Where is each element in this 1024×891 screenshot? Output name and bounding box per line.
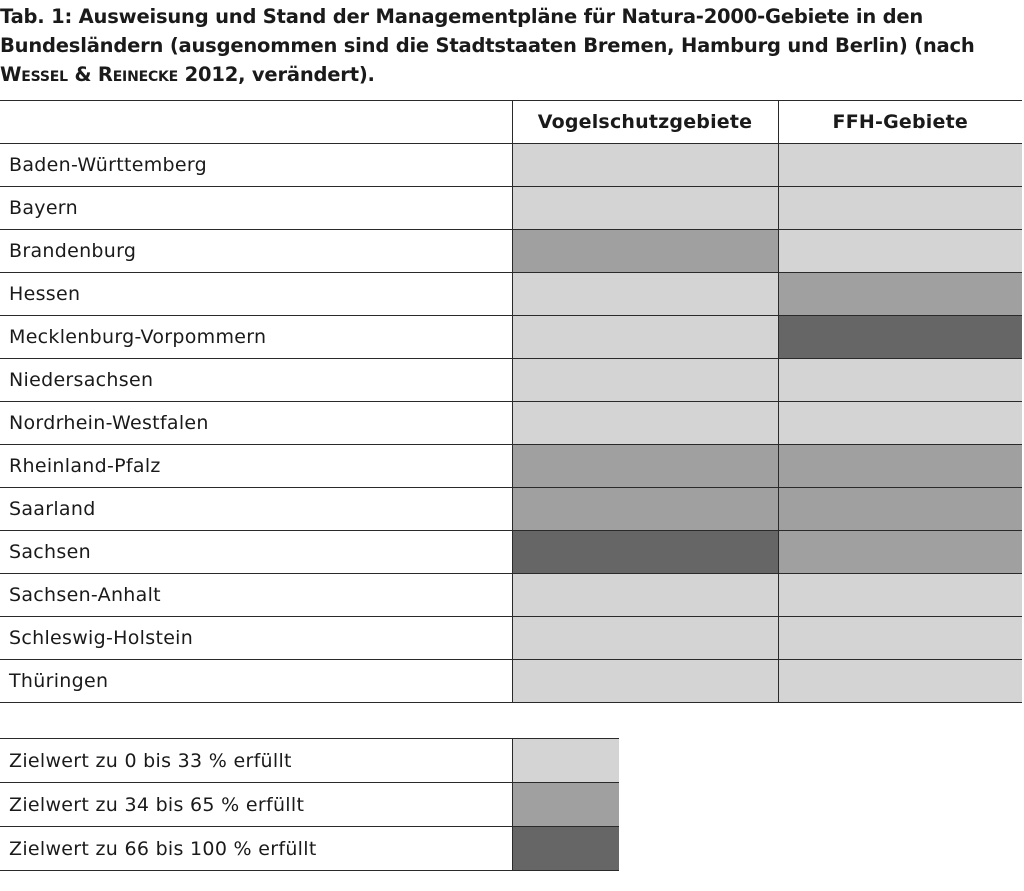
vogelschutz-status-cell <box>512 273 778 316</box>
state-name: Thüringen <box>0 660 512 703</box>
state-name: Hessen <box>0 273 512 316</box>
spacer-cell <box>512 703 778 720</box>
ffh-status-cell <box>778 144 1022 187</box>
vogelschutz-status-cell <box>512 660 778 703</box>
header-vogelschutzgebiete: Vogelschutzgebiete <box>512 101 778 144</box>
caption-authors: Wessel & Reinecke <box>0 63 179 86</box>
table-row <box>0 531 1022 574</box>
legend-table <box>0 738 619 871</box>
state-name: Niedersachsen <box>0 359 512 402</box>
legend-swatch <box>512 739 619 783</box>
vogelschutz-status-cell <box>512 187 778 230</box>
legend-label: Zielwert zu 66 bis 100 % erfüllt <box>0 827 512 871</box>
ffh-status-cell <box>778 617 1022 660</box>
state-name: Sachsen-Anhalt <box>0 574 512 617</box>
table-row <box>0 359 1022 402</box>
vogelschutz-status-cell <box>512 574 778 617</box>
ffh-status-cell <box>778 488 1022 531</box>
ffh-status-cell <box>778 230 1022 273</box>
vogelschutz-status-cell <box>512 144 778 187</box>
table-body <box>0 144 1022 720</box>
header-ffh-gebiete: FFH-Gebiete <box>778 101 1022 144</box>
state-name: Brandenburg <box>0 230 512 273</box>
legend-row <box>0 827 619 871</box>
state-name: Saarland <box>0 488 512 531</box>
table-row <box>0 273 1022 316</box>
vogelschutz-status-cell <box>512 359 778 402</box>
vogelschutz-status-cell <box>512 445 778 488</box>
table-row <box>0 617 1022 660</box>
management-plan-table <box>0 100 1022 720</box>
vogelschutz-status-cell <box>512 316 778 359</box>
table-row <box>0 144 1022 187</box>
state-name: Nordrhein-Westfalen <box>0 402 512 445</box>
state-name: Mecklenburg-Vorpommern <box>0 316 512 359</box>
ffh-status-cell <box>778 660 1022 703</box>
state-name: Bayern <box>0 187 512 230</box>
header-state-column <box>0 101 512 144</box>
legend-row <box>0 783 619 827</box>
vogelschutz-status-cell <box>512 402 778 445</box>
table-row <box>0 187 1022 230</box>
ffh-status-cell <box>778 316 1022 359</box>
vogelschutz-status-cell <box>512 617 778 660</box>
table-spacer-row <box>0 703 1022 720</box>
ffh-status-cell <box>778 402 1022 445</box>
table-caption <box>0 2 1022 89</box>
legend-swatch <box>512 783 619 827</box>
vogelschutz-status-cell <box>512 230 778 273</box>
state-name: Baden-Württemberg <box>0 144 512 187</box>
legend-swatch <box>512 827 619 871</box>
ffh-status-cell <box>778 187 1022 230</box>
caption-suffix: 2012, verändert). <box>178 63 375 86</box>
table-row <box>0 445 1022 488</box>
table-row <box>0 660 1022 703</box>
legend-row <box>0 739 619 783</box>
caption-prefix: Tab. 1: Ausweisung und Stand der Managementpläne für Natura-2000-Gebiete in den Bundesländern (ausgenommen sind die Stadtstaaten Bremen, Hamburg und Berlin) (nach <box>0 5 975 57</box>
ffh-status-cell <box>778 531 1022 574</box>
spacer-cell <box>0 703 512 720</box>
table-header-row <box>0 101 1022 144</box>
table-row <box>0 316 1022 359</box>
state-name: Sachsen <box>0 531 512 574</box>
legend-body <box>0 739 619 871</box>
ffh-status-cell <box>778 445 1022 488</box>
state-name: Schleswig-Holstein <box>0 617 512 660</box>
vogelschutz-status-cell <box>512 531 778 574</box>
state-name: Rheinland-Pfalz <box>0 445 512 488</box>
vogelschutz-status-cell <box>512 488 778 531</box>
table-row <box>0 574 1022 617</box>
table-row <box>0 402 1022 445</box>
ffh-status-cell <box>778 273 1022 316</box>
ffh-status-cell <box>778 574 1022 617</box>
spacer-cell <box>778 703 1022 720</box>
legend-label: Zielwert zu 34 bis 65 % erfüllt <box>0 783 512 827</box>
ffh-status-cell <box>778 359 1022 402</box>
table-row <box>0 230 1022 273</box>
legend-label: Zielwert zu 0 bis 33 % erfüllt <box>0 739 512 783</box>
table-row <box>0 488 1022 531</box>
